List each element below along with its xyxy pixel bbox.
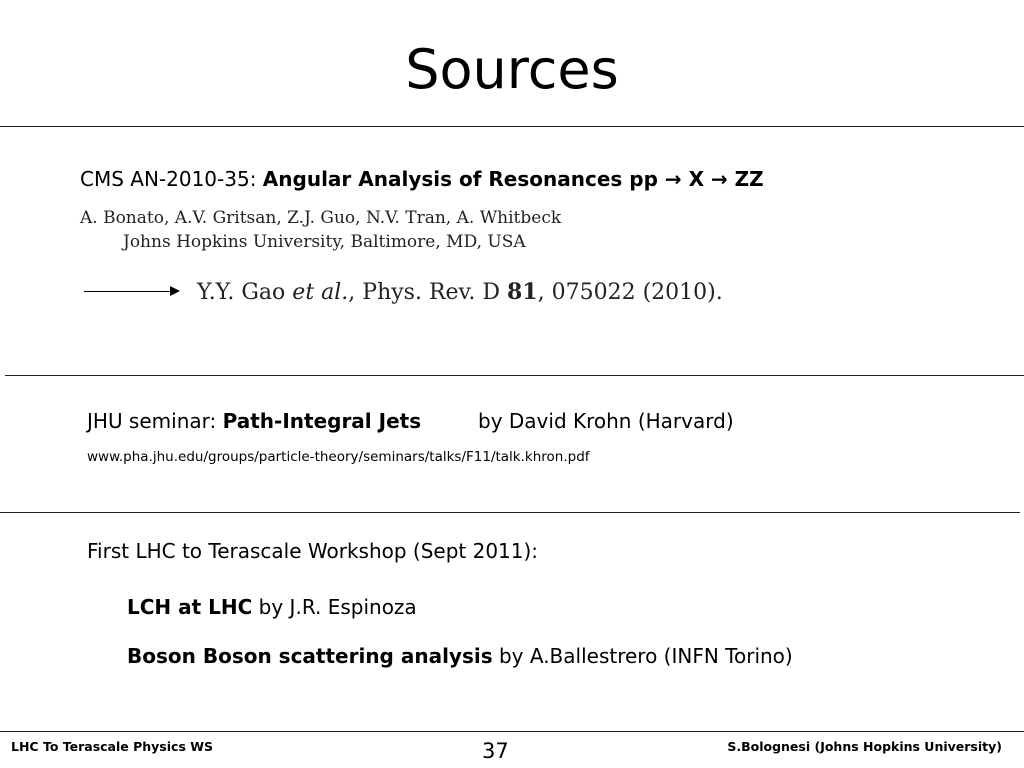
- ref-author: Y.Y. Gao: [197, 280, 293, 305]
- cms-affiliation: Johns Hopkins University, Baltimore, MD, USA: [123, 232, 526, 252]
- cms-authors: A. Bonato, A.V. Gritsan, Z.J. Guo, N.V. Tran, A. Whitbeck: [80, 208, 562, 228]
- section-divider-1: [5, 375, 1024, 376]
- cms-reference: [197, 278, 723, 307]
- section-divider-2: [0, 512, 1020, 513]
- cms-note-title: Angular Analysis of Resonances pp → X → ZZ: [262, 167, 764, 191]
- jhu-speaker: by David Krohn (Harvard): [478, 409, 734, 433]
- ref-volume: 81: [506, 279, 538, 305]
- cms-note-line: [80, 166, 764, 192]
- talk-2-title: Boson Boson scattering analysis: [127, 644, 493, 668]
- footer-divider: [0, 731, 1024, 732]
- jhu-prefix: JHU seminar:: [87, 409, 223, 433]
- ref-etal: et al.: [292, 280, 349, 305]
- cms-note-prefix: CMS AN-2010-35:: [80, 167, 263, 191]
- jhu-title: Path-Integral Jets: [222, 409, 422, 433]
- slide-title: Sources: [405, 38, 619, 101]
- reference-arrow: [84, 291, 174, 292]
- talk-1-speaker: by J.R. Espinoza: [252, 595, 417, 619]
- reference-arrow-head: [170, 286, 180, 296]
- ref-journal: , Phys. Rev. D: [348, 280, 507, 305]
- jhu-seminar-line: [87, 408, 421, 434]
- workshop-talk-2: [127, 643, 793, 669]
- workshop-talk-1: [127, 594, 417, 620]
- footer-left: LHC To Terascale Physics WS: [11, 739, 214, 754]
- title-divider: [0, 126, 1024, 127]
- talk-1-title: LCH at LHC: [127, 595, 253, 619]
- ref-rest: , 075022 (2010).: [537, 280, 723, 305]
- talk-2-speaker: by A.Ballestrero (INFN Torino): [492, 644, 793, 668]
- page-number: 37: [482, 739, 509, 763]
- workshop-heading: First LHC to Terascale Workshop (Sept 2011):: [87, 539, 539, 563]
- jhu-url: www.pha.jhu.edu/groups/particle-theory/seminars/talks/F11/talk.khron.pdf: [87, 449, 590, 465]
- footer-right: S.Bolognesi (Johns Hopkins University): [727, 739, 1002, 754]
